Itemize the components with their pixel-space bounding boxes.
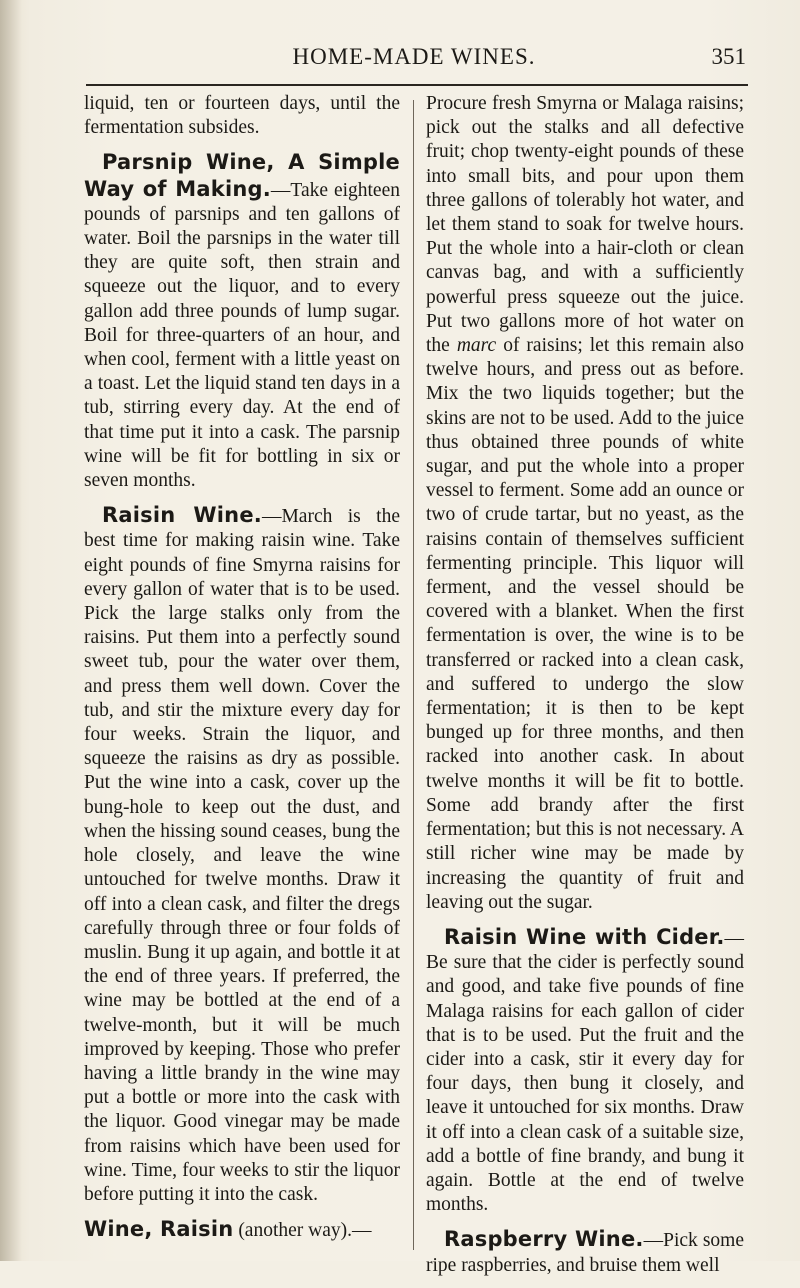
recipe-parsnip-wine — [84, 150, 400, 493]
binding-shadow — [0, 0, 22, 1261]
continuation-text: liquid, ten or fourteen days, until the fermentation subsides. — [84, 93, 400, 139]
right-column — [426, 92, 744, 1288]
recipe-body: of raisins; let this remain also twelve hours, and press out as before. Mix the two liquids together; but the skins are not to be used. Add to the juice thus obtained three pounds of white sugar, and put the whole into a proper vessel to ferment. Some add an ounce or two of crude tartar, but no yeast, as the raisins contain of themselves sufficient fermenting principle. This liquor will ferment, and the vessel should be covered with a blanket. When the first fermentation is over, the wine is to be transferred or racked into a clean cask, and suffered to undergo the slow fermentation; it is then to be kept bunged up for three months, and then racked into another cask. In about twelve months it will be fit to bottle. Some add brandy after the first fermentation; but this is not necessary. A still richer wine may be made by increasing the quantity of fruit and leaving out the sugar. — [426, 335, 744, 913]
recipe-body: —Take eighteen pounds of parsnips and ten gallons of water. Boil the parsnips in the water till they are quite soft, then strain and squeeze out the liquor, and to every gallon add three pounds of lump sugar. Boil for three-quarters of an hour, and when cool, ferment with a little yeast on a toast. Let the liquid stand ten days in a tub, stirring every day. At the end of that time put it into a cask. The parsnip wine will be fit for bottling in six or seven months. — [84, 179, 400, 492]
column-divider — [413, 100, 414, 1250]
recipe-raspberry-wine — [426, 1227, 744, 1277]
recipe-raisin-wine — [84, 503, 400, 1207]
recipe-heading: Raisin Wine with Cider. — [444, 924, 725, 949]
recipe-heading: Raspberry Wine. — [444, 1227, 644, 1252]
recipe-body: —Be sure that the cider is perfectly sound and good, and take five pounds of fine Malaga raisins for each gallon of cider that is to be used. Put the fruit and the cider into a cask, stir it every day for four days, then bung it closely, and leave it untouched for six months. Draw it off into a clean cask of a suitable size, add a bottle of fine brandy, and bung it again. Bottle at the end of twelve months. — [426, 927, 744, 1216]
recipe-heading: Parsnip Wine, A Simple Way of Making. — [84, 150, 400, 201]
left-column — [84, 92, 400, 1253]
recipe-body: Procure fresh Smyrna or Malaga raisins; pick out the stalks and all defective fruit; chop twenty-eight pounds of these into small bits, and pour upon them three gallons of tolerably hot water, and let them stand to soak for twelve hours. Put the whole into a hair-cloth or clean canvas bag, and with a sufficiently powerful press squeeze out the juice. Put two gallons more of hot water on the — [426, 93, 744, 357]
running-title: HOME-MADE WINES. — [292, 44, 536, 69]
recipe-raisin-wine-with-cider — [426, 925, 744, 1217]
recipe-body: —March is the best time for making raisin wine. Take eight pounds of fine Smyrna raisins for every gallon of water that is to be used. Pick the large stalks only from the raisins. Put them into a perfectly sound sweet tub, pour the water over them, and press them well down. Cover the tub, and stir the mixture every day for four weeks. Strain the liquor, and squeeze the raisins as dry as possible. Put the wine into a cask, cover up the bung-hole to keep out the dust, and when the hissing sound ceases, bung the hole closely, and leave the wine untouched for twelve months. Draw it off into a clean cask, and filter the dregs carefully through three or four folds of muslin. Bung it up again, and bottle it at the end of three years. If preferred, the wine may be bottled at the end of a twelve-month, but it will be much improved by keeping. Those who prefer having a little brandy in the wine may put a bottle or more into the cask with the liquor. Good vinegar may be made from raisins which have been used for wine. Time, four weeks to stir the liquor before putting it into the cask. — [84, 506, 400, 1205]
recipe-heading-tail: (another way).— — [233, 1220, 372, 1242]
running-head — [82, 44, 746, 80]
recipe-wine-raisin-another-way — [84, 1217, 400, 1243]
header-rule — [86, 84, 748, 86]
recipe-wine-raisin-another-way-body — [426, 92, 744, 915]
recipe-heading: Raisin Wine. — [102, 503, 262, 528]
recipe-heading: Wine, Raisin — [84, 1217, 234, 1242]
recipe-body: —Pick some ripe raspberries, and bruise them well — [426, 1230, 744, 1276]
italic-term: marc — [456, 335, 497, 357]
page-number: 351 — [711, 44, 746, 69]
continuation-paragraph — [84, 92, 400, 140]
